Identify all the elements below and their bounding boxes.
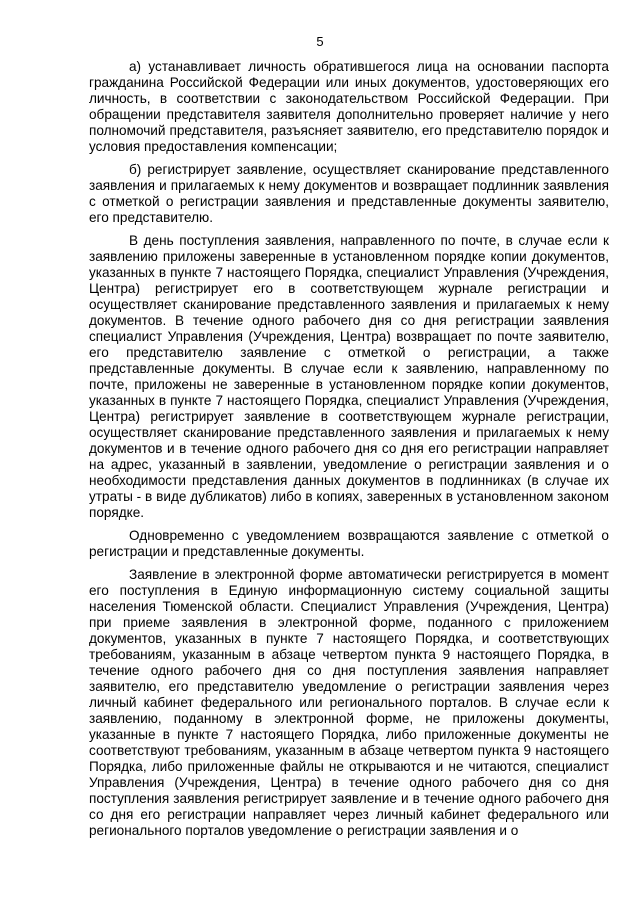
document-body bbox=[89, 59, 609, 846]
paragraph-item-a: а) устанавливает личность обратившегося лица на основании паспорта гражданина Российской Федерации или иных документов, удостоверяющих его личность, в соответствии с законодательством Российской Федерации. При обращении представителя заявителя дополнительно проверяет наличие у него полномочий представителя, разъясняет заявителю, его представителю порядок и условия предоставления компенсации; bbox=[89, 59, 609, 154]
paragraph-postal-application: В день поступления заявления, направленного по почте, в случае если к заявлению приложены заверенные в установленном порядке копии документов, указанных в пункте 7 настоящего Порядка, специалист Управления (Учреждения, Центра) регистрирует его в соответствующем журнале регистрации и осуществляет сканирование представленного заявления и прилагаемых к нему документов. В течение одного рабочего дня со дня регистрации заявления специалист Управления (Учреждения, Центра) возвращает по почте заявителю, его представителю заявление с отметкой о регистрации, а также представленные документы. В случае если к заявлению, направленному по почте, приложены не заверенные в установленном порядке копии документов, указанных в пункте 7 настоящего Порядка, специалист Управления (Учреждения, Центра) регистрирует заявление в соответствующем журнале регистрации, осуществляет сканирование представленного заявления и прилагаемых к нему документов и в течение одного рабочего дня со дня его регистрации направляет на адрес, указанный в заявлении, уведомление о регистрации заявления и о необходимости представления данных документов в подлинниках (в случае их утраты - в виде дубликатов) либо в копиях, заверенных в установленном законом порядке. bbox=[89, 233, 609, 520]
paragraph-simultaneous-return: Одновременно с уведомлением возвращаются заявление с отметкой о регистрации и представленные документы. bbox=[89, 528, 609, 559]
page-number: 5 bbox=[316, 34, 324, 49]
paragraph-electronic-application: Заявление в электронной форме автоматически регистрируется в момент его поступления в Единую информационную систему социальной защиты населения Тюменской области. Специалист Управления (Учреждения, Центра) при приеме заявления в электронной форме, поданного с приложением документов, указанных в пункте 7 настоящего Порядка, и соответствующих требованиям, указанным в абзаце четвертом пункта 9 настоящего Порядка, в течение одного рабочего дня со дня поступления заявления направляет заявителю, его представителю уведомление о регистрации заявления через личный кабинет федерального или регионального порталов. В случае если к заявлению, поданному в электронной форме, не приложены документы, указанные в пункте 7 настоящего Порядка, либо приложенные документы не соответствуют требованиям, указанным в абзаце четвертом пункта 9 настоящего Порядка, либо приложенные файлы не открываются и не читаются, специалист Управления (Учреждения, Центра) в течение одного рабочего дня со дня поступления заявления регистрирует заявление и в течение одного рабочего дня со дня его регистрации направляет через личный кабинет федерального или регионального порталов уведомление о регистрации заявления и о bbox=[89, 567, 609, 838]
paragraph-item-b: б) регистрирует заявление, осуществляет сканирование представленного заявления и прилагаемых к нему документов и возвращает подлинник заявления с отметкой о регистрации заявления и представленные документы заявителю, его представителю. bbox=[89, 162, 609, 225]
